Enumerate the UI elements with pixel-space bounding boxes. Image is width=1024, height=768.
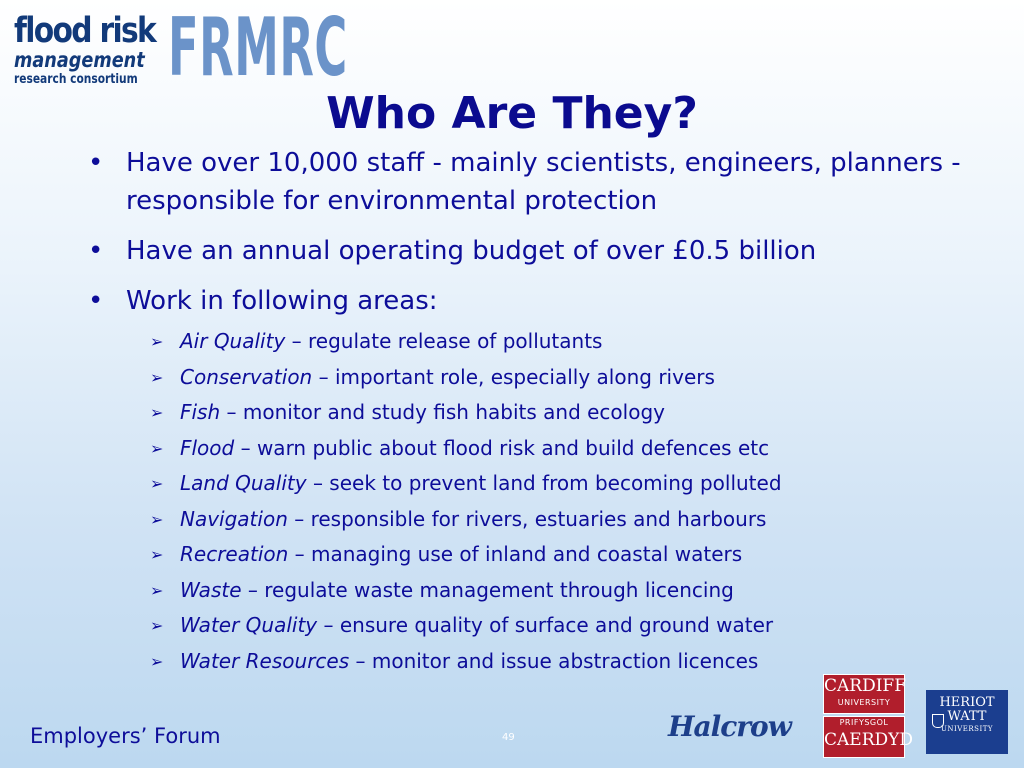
cardiff-university-logo <box>823 674 913 758</box>
areas-list <box>84 324 1004 679</box>
cardiff-logo-subtitle: UNIVERSITY <box>837 698 891 707</box>
bullet-text: Work in following areas: <box>126 286 438 316</box>
slide-content <box>84 144 1004 679</box>
arrowhead-icon: ➢ <box>150 651 164 671</box>
footer-label: Employers’ Forum <box>30 724 221 748</box>
area-desc: – responsible for rivers, estuaries and harbours <box>287 506 767 531</box>
arrowhead-icon: ➢ <box>150 367 164 387</box>
heriot-logo-line3: UNIVERSITY <box>940 725 994 733</box>
area-term: Air Quality <box>180 329 286 353</box>
area-term: Water Quality <box>180 613 318 637</box>
halcrow-logo: Halcrow <box>668 710 791 743</box>
bullet-dot-icon: • <box>88 286 104 316</box>
bullet-text: Have an annual operating budget of over £0.5 billion <box>126 236 817 266</box>
area-term: Land Quality <box>180 471 307 495</box>
area-desc: – regulate release of pollutants <box>285 329 603 353</box>
bullet-text: Have over 10,000 staff - mainly scientists, engineers, planners - responsible for environmental protection <box>126 148 961 216</box>
area-item <box>84 608 1004 644</box>
heriot-logo-line2: WATT <box>947 709 987 724</box>
area-term: Conservation <box>180 364 313 389</box>
arrowhead-icon: ➢ <box>150 332 164 351</box>
area-desc: – monitor and issue abstraction licences <box>349 648 759 673</box>
area-item <box>84 537 1004 573</box>
cardiff-logo-bottom <box>823 716 913 758</box>
area-desc: – ensure quality of surface and ground water <box>317 613 774 637</box>
heriot-watt-logo <box>926 690 1008 754</box>
page-number: 49 <box>502 732 515 743</box>
area-desc: – managing use of inland and coastal waters <box>288 542 743 566</box>
area-desc: – monitor and study fish habits and ecology <box>220 400 665 424</box>
area-term: Flood <box>180 435 235 460</box>
area-item <box>84 431 1004 467</box>
arrowhead-icon: ➢ <box>150 509 164 529</box>
frm-logo-line1: flood risk <box>14 11 156 51</box>
area-term: Waste <box>180 577 242 602</box>
cardiff-logo-top <box>823 674 905 714</box>
bullet-dot-icon: • <box>88 148 104 178</box>
bullet-dot-icon: • <box>88 236 104 266</box>
area-item <box>84 360 1004 396</box>
frm-logo-line2: management <box>14 48 145 72</box>
area-desc: – regulate waste management through licencing <box>241 577 734 602</box>
bullet-item <box>84 144 1004 220</box>
frm-logo-line3: research consortium <box>14 72 138 87</box>
area-term: Navigation <box>180 506 288 531</box>
arrowhead-icon: ➢ <box>150 438 164 458</box>
area-item <box>84 466 1004 502</box>
area-item <box>84 395 1004 431</box>
area-desc: – seek to prevent land from becoming polluted <box>306 471 782 495</box>
area-item <box>84 573 1004 609</box>
cardiff-logo-welsh-sub: PRIFYSGOL <box>839 718 889 727</box>
area-item <box>84 324 1004 360</box>
arrowhead-icon: ➢ <box>150 545 164 564</box>
crest-icon <box>932 714 944 728</box>
cardiff-logo-welsh-title: CAERDYD <box>824 730 913 750</box>
frmrc-logo: FRMRC <box>168 1 348 94</box>
arrowhead-icon: ➢ <box>150 580 164 600</box>
area-item <box>84 502 1004 538</box>
frm-consortium-logo <box>14 11 156 96</box>
slide-title: Who Are They? <box>326 88 698 139</box>
cardiff-logo-title: CARDIFF <box>824 676 907 696</box>
arrowhead-icon: ➢ <box>150 474 164 493</box>
area-desc: – important role, especially along rivers <box>312 364 715 389</box>
arrowhead-icon: ➢ <box>150 616 164 635</box>
area-term: Recreation <box>180 542 289 566</box>
area-term: Water Resources <box>180 648 350 673</box>
heriot-logo-line1: HERIOT <box>939 695 995 710</box>
area-term: Fish <box>180 400 221 424</box>
bullet-item <box>84 232 1004 270</box>
bullet-item <box>84 282 1004 320</box>
arrowhead-icon: ➢ <box>150 403 164 422</box>
area-desc: – warn public about flood risk and build defences etc <box>234 435 770 460</box>
